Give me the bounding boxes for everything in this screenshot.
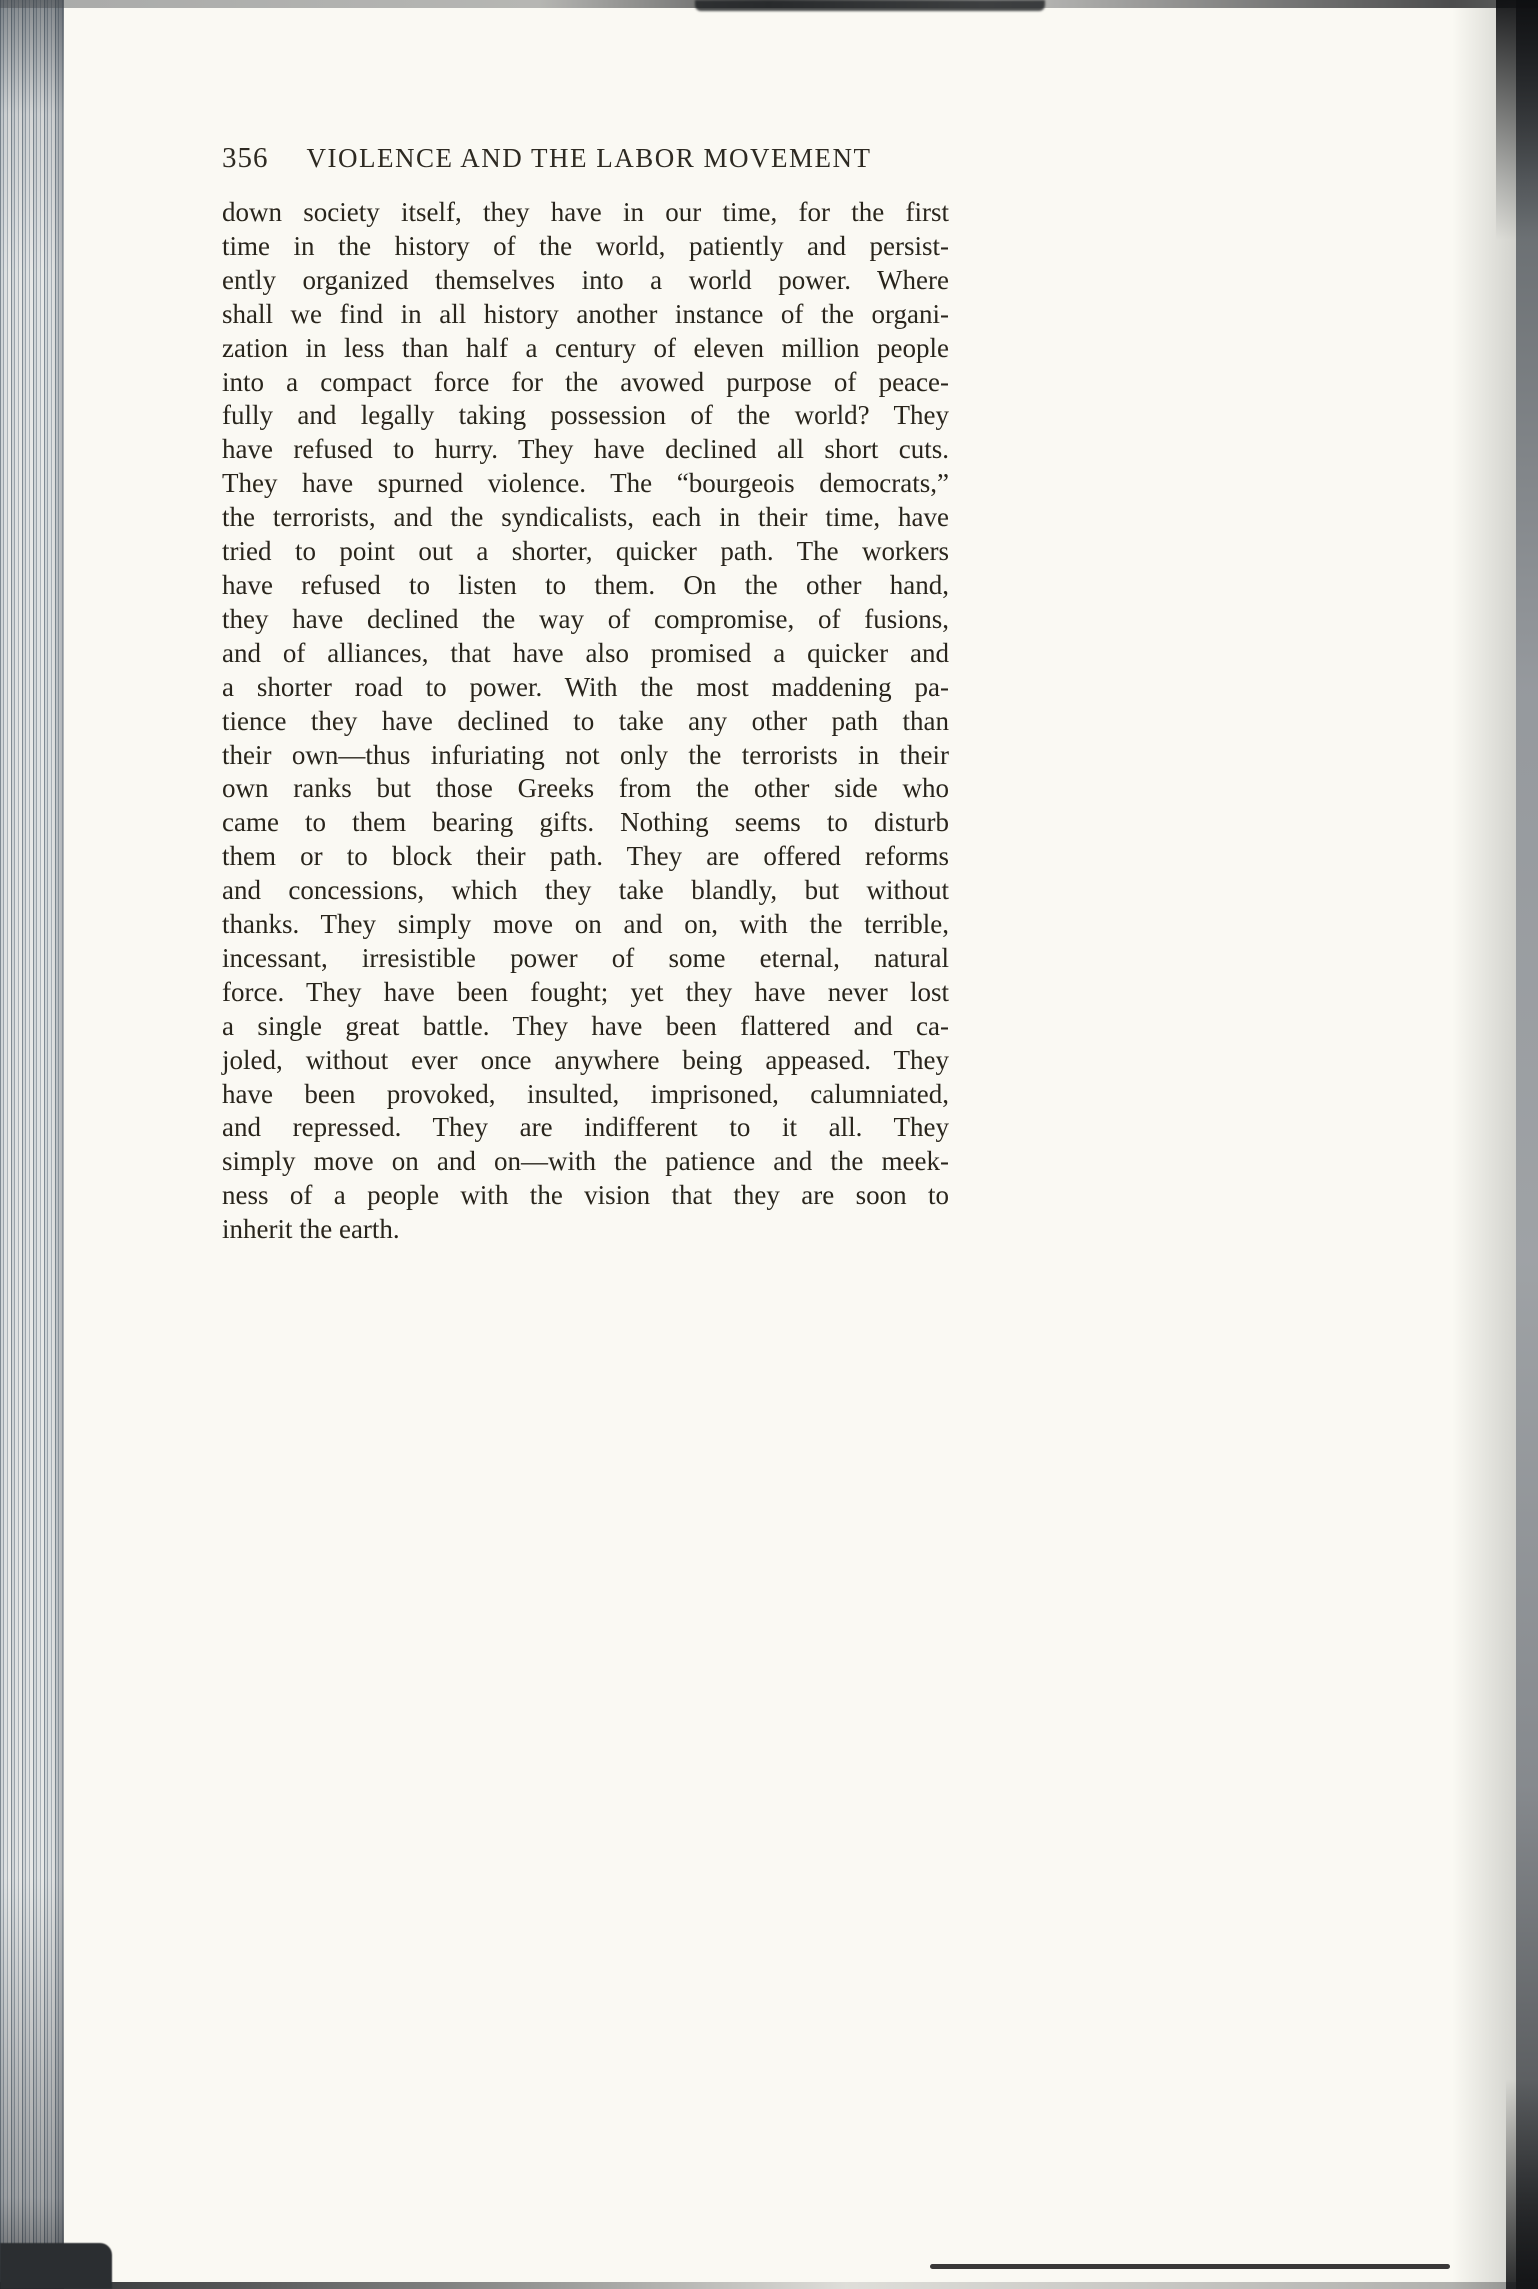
text-line: thanks. They simply move on and on, with the terrible, xyxy=(222,909,949,940)
running-header-title: VIOLENCE AND THE LABOR MOVEMENT xyxy=(306,143,872,173)
text-line: inherit the earth. xyxy=(222,1214,400,1245)
text-line: have refused to listen to them. On the other hand, xyxy=(222,569,949,600)
text-line: joled, without ever once anywhere being appeased. They xyxy=(222,1044,949,1075)
text-line: own ranks but those Greeks from the other side who xyxy=(222,773,949,804)
text-line: their own—thus infuriating not only the terrorists in their xyxy=(222,739,949,770)
text-line: and repressed. They are indifferent to it all. They xyxy=(222,1112,949,1143)
text-line: ness of a people with the vision that they are soon to xyxy=(222,1180,949,1211)
scan-bottom-rule-artifact xyxy=(930,2264,1450,2269)
text-line: fully and legally taking possession of the world? They xyxy=(222,400,949,431)
scan-edge-right xyxy=(1516,0,1538,2289)
scan-edge-bottom xyxy=(0,2282,1538,2289)
text-line: have refused to hurry. They have declined all short cuts. xyxy=(222,434,949,465)
text-line: ently organized themselves into a world power. Where xyxy=(222,264,949,295)
text-line: They have spurned violence. The “bourgeois democrats,” xyxy=(222,468,949,499)
text-line: a single great battle. They have been flattered and ca- xyxy=(222,1010,949,1041)
text-line: down society itself, they have in our time, for the first xyxy=(222,197,949,227)
text-line: into a compact force for the avowed purpose of peace- xyxy=(222,366,949,397)
page-number: 356 xyxy=(222,142,269,174)
page-header xyxy=(222,142,871,175)
text-line: tience they have declined to take any other path than xyxy=(222,705,949,736)
text-line: force. They have been fought; yet they have never lost xyxy=(222,976,949,1007)
text-line: came to them bearing gifts. Nothing seems to disturb xyxy=(222,807,949,838)
text-line: a shorter road to power. With the most maddening pa- xyxy=(222,671,949,702)
scan-corner-bottom-left xyxy=(0,2243,112,2289)
text-line: shall we find in all history another instance of the organi- xyxy=(222,298,949,329)
text-line: time in the history of the world, patiently and persist- xyxy=(222,230,949,261)
page-edge-shading-right xyxy=(1452,0,1516,2289)
text-line: tried to point out a shorter, quicker path. The workers xyxy=(222,536,949,567)
text-line: them or to block their path. They are offered reforms xyxy=(222,841,949,872)
text-line: and concessions, which they take blandly, but without xyxy=(222,875,949,906)
scan-corner-top-right xyxy=(1496,0,1538,240)
book-binding-texture xyxy=(0,0,64,2289)
text-line: simply move on and on—with the patience and the meek- xyxy=(222,1146,949,1177)
text-line: the terrorists, and the syndicalists, each in their time, have xyxy=(222,502,949,533)
scan-corner-bottom-right xyxy=(1506,2079,1538,2289)
text-line: have been provoked, insulted, imprisoned, calumniated, xyxy=(222,1078,949,1109)
text-line: incessant, irresistible power of some eternal, natural xyxy=(222,942,949,973)
scan-top-smudge xyxy=(695,0,1045,11)
text-line: zation in less than half a century of eleven million people xyxy=(222,332,949,363)
text-line: and of alliances, that have also promised a quicker and xyxy=(222,637,949,668)
body-text xyxy=(222,196,949,1247)
text-line: they have declined the way of compromise, of fusions, xyxy=(222,603,949,634)
